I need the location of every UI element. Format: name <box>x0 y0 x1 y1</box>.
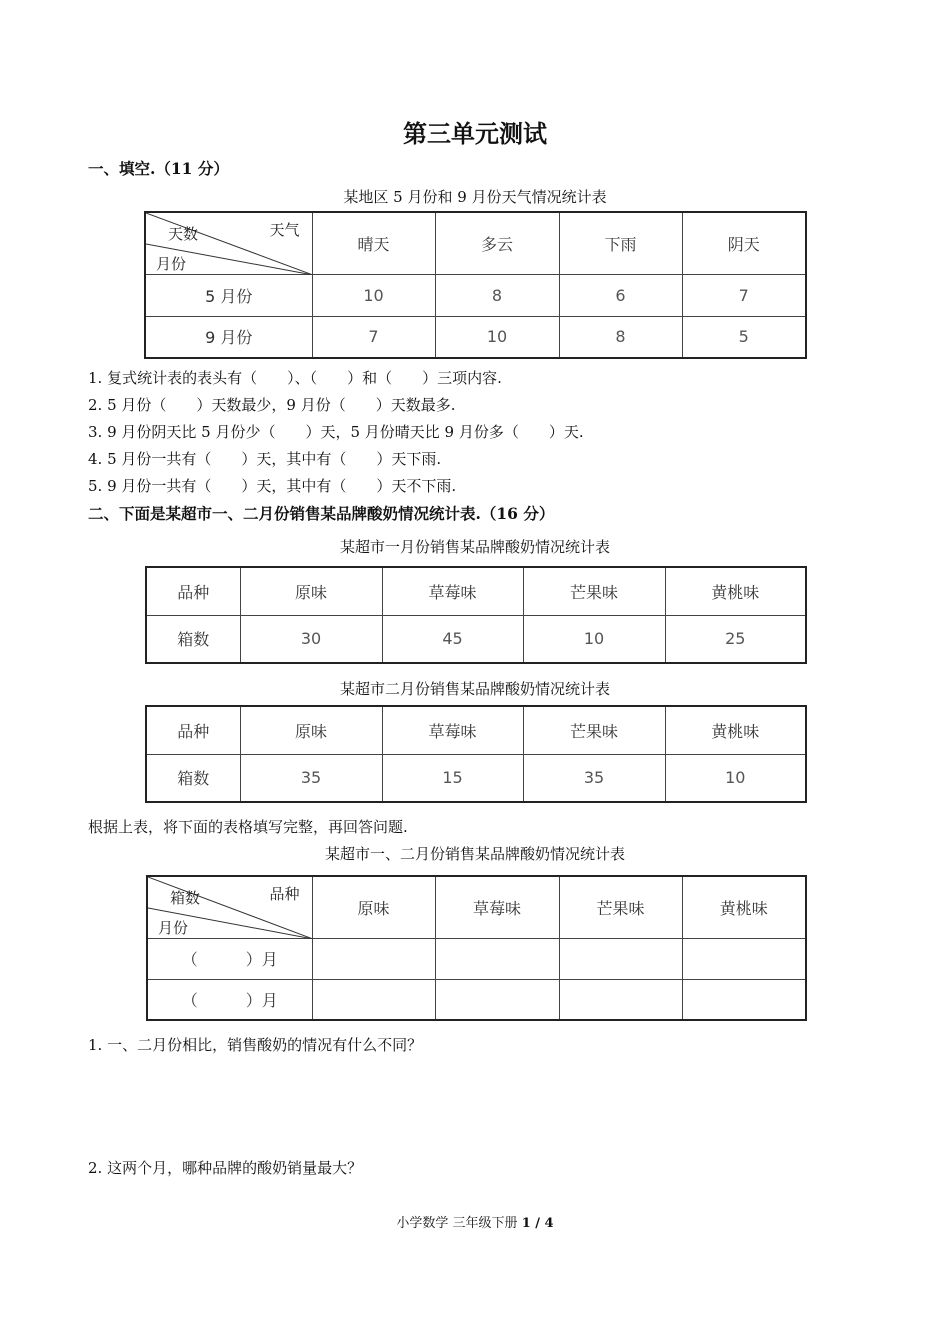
boxes-cell: 35 <box>240 754 382 802</box>
kind-cell: 黄桃味 <box>665 567 806 615</box>
table-cell: 7 <box>312 316 435 358</box>
blank-cell[interactable] <box>435 979 559 1020</box>
table-cell: 10 <box>435 316 559 358</box>
col-header-original: 原味 <box>312 876 435 938</box>
january-table-caption: 某超市一月份销售某品牌酸奶情况统计表 <box>339 538 610 556</box>
page-title: 第三单元测试 <box>403 119 547 148</box>
corner-month-label: 月份 <box>156 255 187 273</box>
table-cell: 6 <box>559 274 682 316</box>
boxes-cell: 15 <box>382 754 523 802</box>
boxes-cell: 35 <box>523 754 665 802</box>
question-3: 3. 9 月份阴天比 5 月份少（ ）天，5 月份晴天比 9 月份多（ ）天. <box>88 423 584 441</box>
question-4: 4. 5 月份一共有（ ）天，其中有（ ）天下雨. <box>88 450 442 468</box>
blank-cell[interactable] <box>435 938 559 979</box>
combined-table-corner <box>147 876 312 938</box>
row-header-kind: 品种 <box>146 706 240 754</box>
month-blank-label: （ ）月 <box>147 938 312 979</box>
table-cell: 8 <box>559 316 682 358</box>
row-label-september: 9 月份 <box>145 316 312 358</box>
blank-cell[interactable] <box>559 938 682 979</box>
footer-page-number: 1 / 4 <box>521 1216 554 1231</box>
combined-table-caption: 某超市一、二月份销售某品牌酸奶情况统计表 <box>324 845 625 863</box>
section-2-heading: 二、下面是某超市一、二月份销售某品牌酸奶情况统计表.（16 分） <box>88 504 555 523</box>
blank-cell[interactable] <box>559 979 682 1020</box>
kind-cell: 原味 <box>240 567 382 615</box>
corner-kind-label: 品种 <box>269 885 300 903</box>
table-cell: 7 <box>682 274 806 316</box>
february-table-caption: 某超市二月份销售某品牌酸奶情况统计表 <box>339 680 610 698</box>
col-header-rain: 下雨 <box>559 212 682 274</box>
boxes-cell: 30 <box>240 615 382 663</box>
weather-table <box>144 211 807 359</box>
question-5: 5. 9 月份一共有（ ）天，其中有（ ）天不下雨. <box>88 477 457 495</box>
page-footer <box>0 1212 950 1231</box>
kind-cell: 芒果味 <box>523 567 665 615</box>
corner-days-label: 天数 <box>168 225 199 243</box>
january-sales-table <box>145 566 807 664</box>
row-header-boxes: 箱数 <box>146 615 240 663</box>
blank-cell[interactable] <box>682 938 806 979</box>
col-header-mango: 芒果味 <box>559 876 682 938</box>
blank-cell[interactable] <box>312 979 435 1020</box>
question-1: 1. 复式统计表的表头有（ ）、（ ）和（ ）三项内容. <box>88 369 502 387</box>
part2-question-1: 1. 一、二月份相比，销售酸奶的情况有什么不同？ <box>88 1036 423 1054</box>
table-cell: 5 <box>682 316 806 358</box>
col-header-peach: 黄桃味 <box>682 876 806 938</box>
kind-cell: 芒果味 <box>523 706 665 754</box>
corner-month-label: 月份 <box>158 919 189 937</box>
month-blank-label: （ ）月 <box>147 979 312 1020</box>
kind-cell: 草莓味 <box>382 567 523 615</box>
row-header-boxes: 箱数 <box>146 754 240 802</box>
kind-cell: 黄桃味 <box>665 706 806 754</box>
boxes-cell: 10 <box>665 754 806 802</box>
col-header-cloudy: 多云 <box>435 212 559 274</box>
table-cell: 8 <box>435 274 559 316</box>
blank-cell[interactable] <box>682 979 806 1020</box>
question-2: 2. 5 月份（ ）天数最少，9 月份（ ）天数最多. <box>88 396 456 414</box>
weather-table-corner <box>145 212 312 274</box>
blank-cell[interactable] <box>312 938 435 979</box>
kind-cell: 原味 <box>240 706 382 754</box>
boxes-cell: 45 <box>382 615 523 663</box>
boxes-cell: 25 <box>665 615 806 663</box>
row-label-may: 5 月份 <box>145 274 312 316</box>
section-1-heading: 一、填空.（11 分） <box>88 159 229 178</box>
combined-sales-table <box>146 875 807 1021</box>
boxes-cell: 10 <box>523 615 665 663</box>
corner-boxes-label: 箱数 <box>170 889 201 907</box>
col-header-strawberry: 草莓味 <box>435 876 559 938</box>
part2-question-2: 2. 这两个月，哪种品牌的酸奶销量最大？ <box>88 1159 363 1177</box>
table-cell: 10 <box>312 274 435 316</box>
row-header-kind: 品种 <box>146 567 240 615</box>
col-header-sunny: 晴天 <box>312 212 435 274</box>
february-sales-table <box>145 705 807 803</box>
footer-subject: 小学数学 三年级下册 <box>396 1216 518 1231</box>
instruction-text: 根据上表，将下面的表格填写完整，再回答问题. <box>88 818 408 836</box>
col-header-overcast: 阴天 <box>682 212 806 274</box>
kind-cell: 草莓味 <box>382 706 523 754</box>
corner-weather-label: 天气 <box>269 221 300 239</box>
weather-table-caption: 某地区 5 月份和 9 月份天气情况统计表 <box>343 188 607 206</box>
